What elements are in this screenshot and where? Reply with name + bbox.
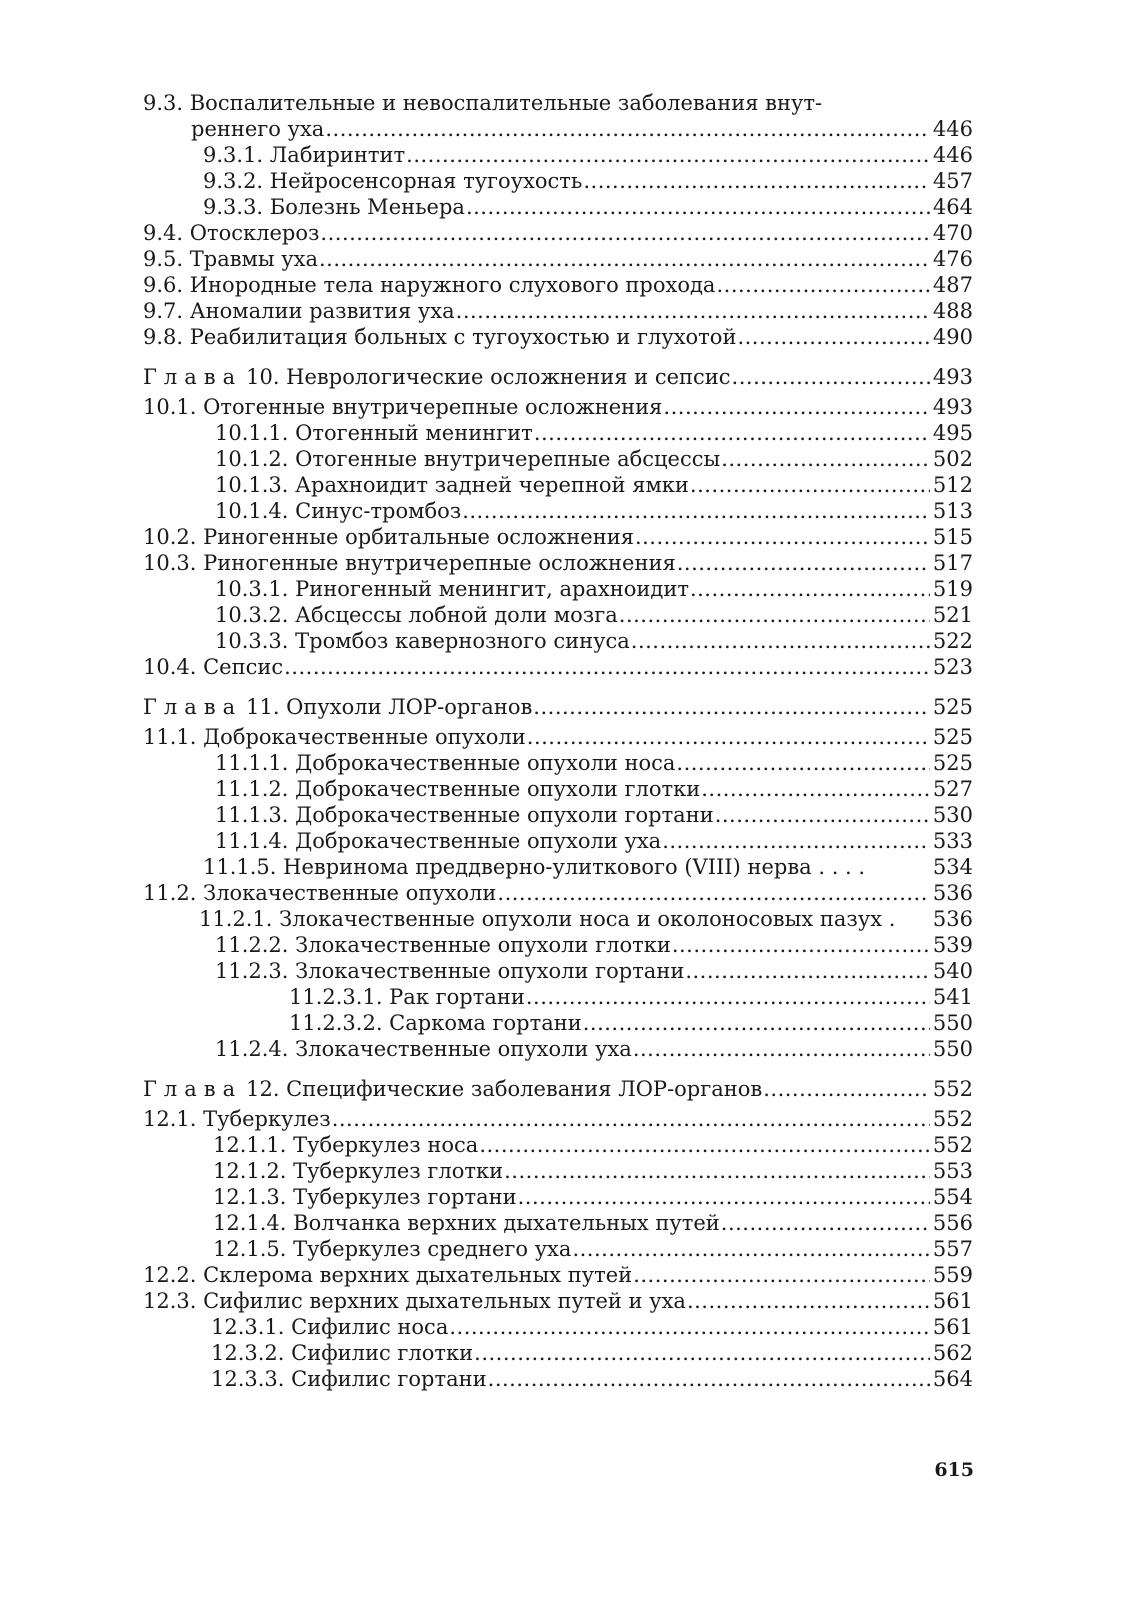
dot-leader	[284, 654, 930, 680]
dot-leader	[533, 694, 930, 720]
toc-page-number: 557	[932, 1237, 973, 1261]
toc-entry	[143, 446, 973, 472]
dot-leader	[690, 576, 930, 602]
dot-leader	[631, 628, 930, 654]
toc-page-number: 554	[932, 1185, 973, 1209]
toc-entry	[143, 776, 973, 802]
dot-leader	[677, 550, 930, 576]
dot-leader	[732, 364, 930, 390]
toc-entry-text: 12.2. Склерома верхних дыхательных путей	[143, 1263, 633, 1287]
toc-entry	[143, 1288, 973, 1314]
toc-entry-text: 10.1. Отогенные внутричерепные осложнения	[143, 395, 663, 419]
dot-leader	[479, 1132, 930, 1158]
dot-leader	[462, 498, 930, 524]
toc-entry-text: 12.1.4. Волчанка верхних дыхательных путей	[213, 1211, 720, 1235]
chapter-word: Глава	[143, 695, 243, 719]
dot-leader	[497, 880, 930, 906]
toc-entry	[143, 854, 973, 880]
toc-entry	[143, 1314, 973, 1340]
toc-chapter-heading	[143, 694, 973, 720]
toc-page-number: 523	[932, 655, 973, 679]
toc-entry-text: 9.3.2. Нейросенсорная тугоухость	[203, 169, 583, 193]
toc-entry	[143, 984, 973, 1010]
toc-entry	[143, 298, 973, 324]
toc-entry	[143, 168, 973, 194]
toc-entry	[143, 1158, 973, 1184]
toc-entry-text: 10.3. Риногенные внутричерепные осложнения	[143, 551, 676, 575]
toc-entry-text: 11.1.5. Невринома преддверно-улиткового (VIII) нерва . . . .	[203, 855, 866, 879]
toc-page-number: 550	[932, 1011, 973, 1035]
chapter-title: 10. Неврологические осложнения и сепсис	[246, 365, 731, 389]
toc-page-number: 550	[932, 1037, 973, 1061]
toc-page-number: 552	[932, 1107, 973, 1131]
toc-entry-text: 12.1.1. Туберкулез носа	[213, 1133, 479, 1157]
toc-entry-text: 9.5. Травмы уха	[143, 247, 318, 271]
dot-leader	[534, 420, 930, 446]
dot-leader	[716, 272, 929, 298]
toc-entry-text: 11.2.2. Злокачественные опухоли глотки	[215, 933, 671, 957]
toc-page-number: 561	[932, 1315, 973, 1339]
toc-entry	[143, 246, 973, 272]
toc-entry-text: 11.2. Злокачественные опухоли	[143, 881, 497, 905]
dot-leader	[449, 1314, 930, 1340]
dot-leader	[325, 116, 930, 142]
toc-entry	[143, 602, 973, 628]
toc-page-number: 517	[932, 551, 973, 575]
toc-entry	[143, 724, 973, 750]
toc-chapter-heading	[143, 364, 973, 390]
toc-page-number: 470	[932, 221, 973, 245]
toc-page-number: 553	[932, 1159, 973, 1183]
dot-leader	[619, 602, 930, 628]
chapter-word: Глава	[143, 365, 243, 389]
toc-entry-text: 11.2.3. Злокачественные опухоли гортани	[215, 959, 685, 983]
toc-page-number: 559	[932, 1263, 973, 1287]
toc-page-number: 488	[932, 299, 973, 323]
dot-leader	[527, 724, 930, 750]
toc-entry-text: 12.3.1. Сифилис носа	[211, 1315, 449, 1339]
toc-entry-text: 11.1.2. Доброкачественные опухоли глотки	[215, 777, 701, 801]
toc-entry-line	[143, 90, 973, 116]
toc-entry	[143, 880, 973, 906]
toc-entry	[143, 1132, 973, 1158]
dot-leader	[526, 984, 930, 1010]
toc-page-number: 552	[932, 1133, 973, 1157]
dot-leader	[635, 524, 930, 550]
dot-leader	[687, 1288, 930, 1314]
toc-entry-text: 12.1.3. Туберкулез гортани	[213, 1185, 517, 1209]
dot-leader	[474, 1340, 930, 1366]
toc-entry-text: 11.1.3. Доброкачественные опухоли гортани	[215, 803, 714, 827]
dot-leader	[633, 1262, 930, 1288]
toc-page-number: 493	[932, 395, 973, 419]
dot-leader	[701, 776, 930, 802]
toc-page-number: 502	[932, 447, 973, 471]
toc-entry	[143, 1036, 973, 1062]
toc-entry-text: 9.3. Воспалительные и невоспалительные заболевания внут-	[143, 91, 823, 115]
toc-page-number: 525	[932, 695, 973, 719]
toc-entry-text: 9.7. Аномалии развития уха	[143, 299, 455, 323]
toc-entry	[143, 324, 973, 350]
toc-page-number: 490	[932, 325, 973, 349]
toc-entry-text: 11.2.3.2. Саркома гортани	[289, 1011, 582, 1035]
toc-entry-text: 9.4. Отосклероз	[143, 221, 320, 245]
toc-entry	[143, 116, 973, 142]
toc-entry-text: 10.1.4. Синус-тромбоз	[215, 499, 462, 523]
toc-entry-text: 10.4. Сепсис	[143, 655, 284, 679]
dot-leader	[690, 472, 930, 498]
toc-page-number: 521	[932, 603, 973, 627]
dot-leader	[583, 168, 930, 194]
toc-page-number: 522	[932, 629, 973, 653]
toc-entry-text: 11.1. Доброкачественные опухоли	[143, 725, 526, 749]
dot-leader	[633, 1036, 930, 1062]
toc-entry	[143, 220, 973, 246]
toc-entry-text: 10.1.3. Арахноидит задней черепной ямки	[215, 473, 689, 497]
toc-entry	[143, 420, 973, 446]
toc-entry	[143, 1340, 973, 1366]
toc-entry-text: реннего уха	[191, 117, 325, 141]
toc-page-number: 493	[932, 365, 973, 389]
toc-chapter-heading	[143, 1076, 973, 1102]
toc-page-number: 487	[932, 273, 973, 297]
toc-page-number: 464	[932, 195, 973, 219]
toc-page-number: 534	[932, 855, 973, 879]
toc-entry-text: 10.1.2. Отогенные внутричерепные абсцессы	[215, 447, 721, 471]
dot-leader	[663, 394, 929, 420]
toc-page-number: 513	[932, 499, 973, 523]
toc-entry	[143, 576, 973, 602]
toc-entry-text: 12.1.5. Туберкулез среднего уха	[213, 1237, 572, 1261]
dot-leader	[676, 750, 930, 776]
toc-page-number: 552	[932, 1077, 973, 1101]
dot-leader	[319, 246, 930, 272]
dot-leader	[406, 142, 930, 168]
toc-entry-text: 12.3.3. Сифилис гортани	[211, 1367, 487, 1391]
dot-leader	[320, 220, 929, 246]
dot-leader	[715, 802, 930, 828]
dot-leader	[672, 932, 930, 958]
toc-page-number: 562	[932, 1341, 973, 1365]
toc-page-number: 515	[932, 525, 973, 549]
toc-entry	[143, 828, 973, 854]
dot-leader	[662, 828, 930, 854]
dot-leader	[721, 1210, 930, 1236]
toc-entry	[143, 906, 973, 932]
dot-leader	[332, 1106, 930, 1132]
dot-leader	[737, 324, 929, 350]
toc-entry-text: 9.3.3. Болезнь Меньера	[203, 195, 465, 219]
dot-leader	[685, 958, 930, 984]
toc-entry	[143, 498, 973, 524]
toc-page-number: 541	[932, 985, 973, 1009]
toc-page-number: 527	[932, 777, 973, 801]
toc-entry-text: 11.2.3.1. Рак гортани	[289, 985, 525, 1009]
toc-entry	[143, 550, 973, 576]
dot-leader	[572, 1236, 929, 1262]
toc-entry	[143, 1106, 973, 1132]
toc-page-number: 476	[932, 247, 973, 271]
dot-leader	[763, 1076, 930, 1102]
dot-leader	[518, 1184, 930, 1210]
toc-entry-text: 12.1. Туберкулез	[143, 1107, 331, 1131]
toc-page-number: 446	[932, 117, 973, 141]
dot-leader	[456, 298, 930, 324]
toc-entry-text: 10.3.1. Риногенный менингит, арахноидит	[215, 577, 689, 601]
toc-entry	[143, 1184, 973, 1210]
toc-entry	[143, 1210, 973, 1236]
toc-entry	[143, 472, 973, 498]
toc-entry	[143, 394, 973, 420]
toc-entry	[143, 802, 973, 828]
toc-entry-text: 9.3.1. Лабиринтит	[203, 143, 406, 167]
toc-entry	[143, 1010, 973, 1036]
toc-page-number: 540	[932, 959, 973, 983]
toc-entry-text: 11.2.1. Злокачественные опухоли носа и околоносовых пазух .	[199, 907, 896, 931]
toc-page-number: 519	[932, 577, 973, 601]
toc-entry	[143, 1366, 973, 1392]
toc-page-number: 457	[932, 169, 973, 193]
toc-entry	[143, 1236, 973, 1262]
toc-entry	[143, 958, 973, 984]
toc-page-number: 539	[932, 933, 973, 957]
toc-page-number: 536	[932, 881, 973, 905]
toc-entry	[143, 1262, 973, 1288]
toc-entry-text: 12.1.2. Туберкулез глотки	[213, 1159, 504, 1183]
dot-leader	[721, 446, 930, 472]
toc-entry	[143, 142, 973, 168]
toc-entry-text: 10.1.1. Отогенный менингит	[215, 421, 533, 445]
dot-leader	[466, 194, 930, 220]
toc-page-number: 533	[932, 829, 973, 853]
chapter-title: 11. Опухоли ЛОР-органов	[246, 695, 533, 719]
toc-entry-text: 9.8. Реабилитация больных с тугоухостью и глухотой	[143, 325, 737, 349]
table-of-contents	[143, 90, 973, 1392]
toc-entry-text: 10.3.3. Тромбоз кавернозного синуса	[215, 629, 630, 653]
toc-page-number: 512	[932, 473, 973, 497]
toc-page-number: 525	[932, 725, 973, 749]
toc-page-number: 530	[932, 803, 973, 827]
toc-entry-text: 9.6. Инородные тела наружного слухового прохода	[143, 273, 716, 297]
toc-page-number: 556	[932, 1211, 973, 1235]
chapter-word: Глава	[143, 1077, 243, 1101]
dot-leader	[583, 1010, 930, 1036]
toc-page-number: 561	[932, 1289, 973, 1313]
toc-page-number: 446	[932, 143, 973, 167]
toc-entry	[143, 524, 973, 550]
toc-page-number: 564	[932, 1367, 973, 1391]
toc-entry	[143, 628, 973, 654]
toc-entry	[143, 272, 973, 298]
toc-entry	[143, 194, 973, 220]
toc-entry-text: 11.1.1. Доброкачественные опухоли носа	[215, 751, 676, 775]
toc-entry	[143, 654, 973, 680]
toc-entry-text: 11.1.4. Доброкачественные опухоли уха	[215, 829, 662, 853]
toc-entry-text: 12.3.2. Сифилис глотки	[211, 1341, 474, 1365]
toc-entry	[143, 932, 973, 958]
toc-page-number: 525	[932, 751, 973, 775]
page-number: 615	[934, 1459, 974, 1481]
chapter-title: 12. Специфические заболевания ЛОР-органов	[246, 1077, 763, 1101]
dot-leader	[504, 1158, 930, 1184]
dot-leader	[488, 1366, 930, 1392]
toc-entry-text: 10.3.2. Абсцессы лобной доли мозга	[215, 603, 618, 627]
toc-entry-text: 10.2. Риногенные орбитальные осложнения	[143, 525, 634, 549]
toc-page-number: 536	[932, 907, 973, 931]
toc-entry-text: 11.2.4. Злокачественные опухоли уха	[215, 1037, 632, 1061]
toc-entry	[143, 750, 973, 776]
toc-entry-text: 12.3. Сифилис верхних дыхательных путей и уха	[143, 1289, 686, 1313]
toc-page-number: 495	[932, 421, 973, 445]
